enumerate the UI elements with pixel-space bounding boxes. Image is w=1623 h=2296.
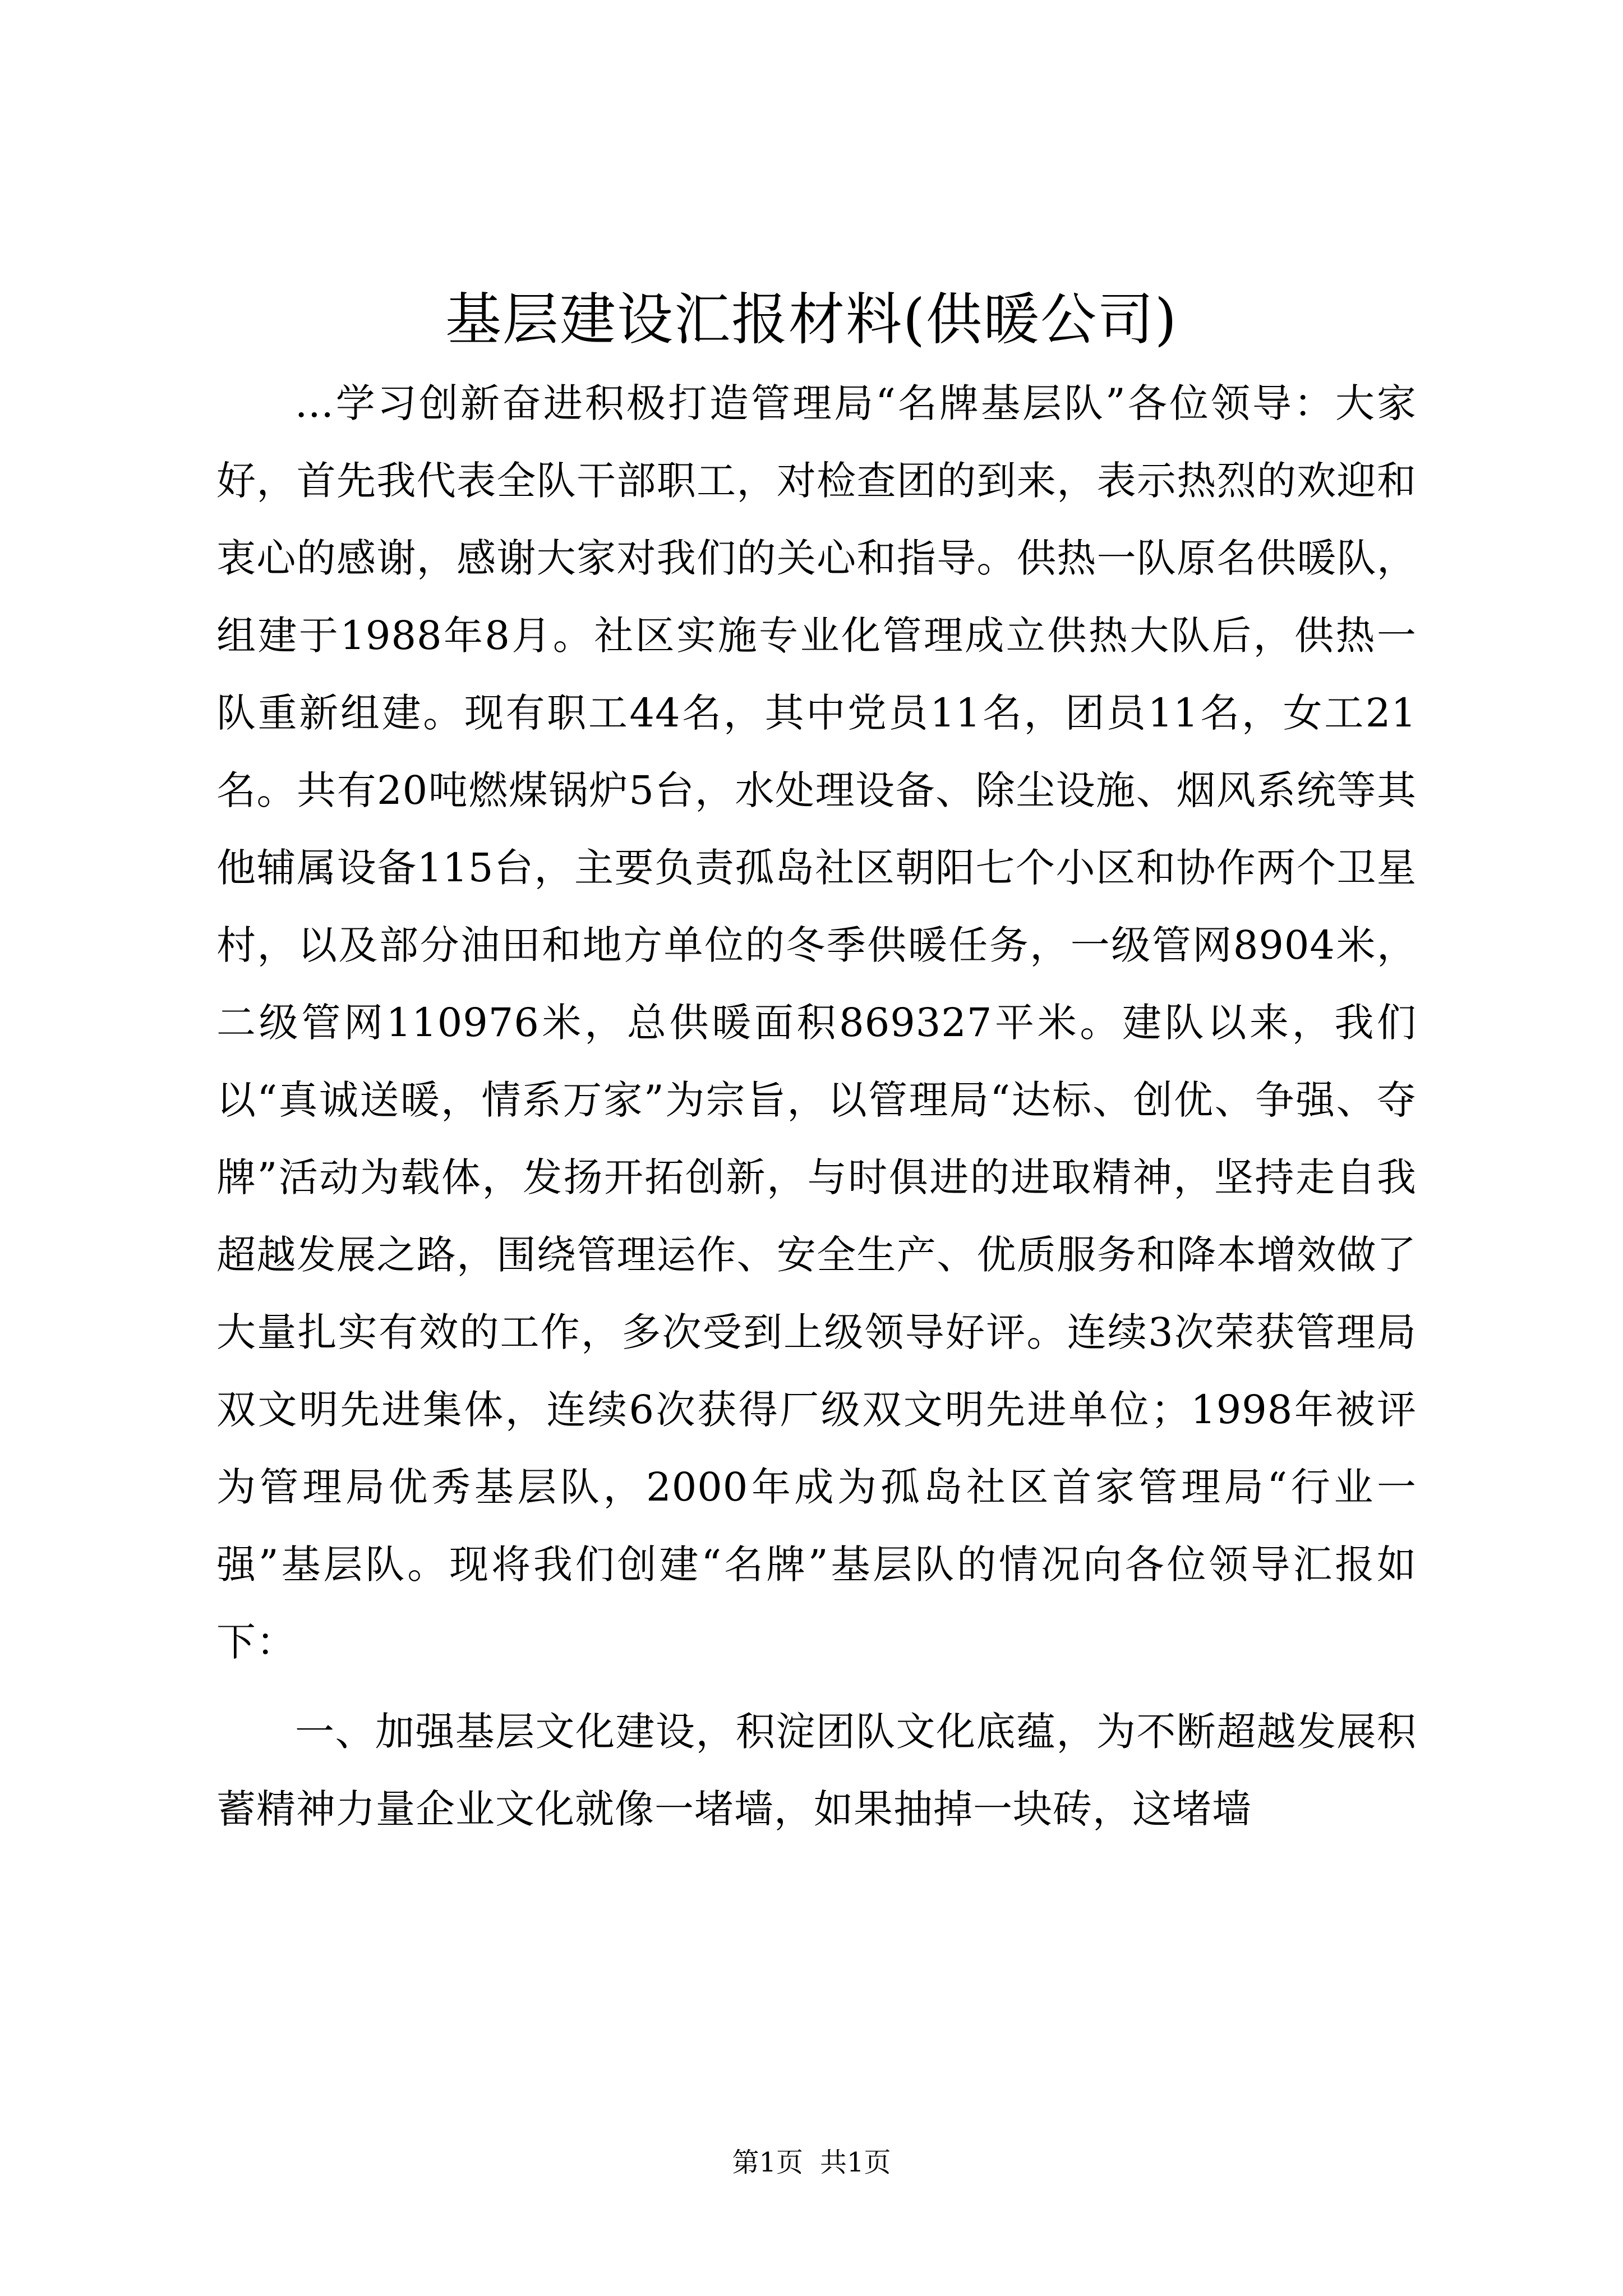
body-paragraph-intro: ...学习创新奋进积极打造管理局“名牌基层队”各位领导：大家好，首先我代表全队干部职工，对检查团的到来，表示热烈的欢迎和衷心的感谢，感谢大家对我们的关心和指导。供热一队原名供暖队，组建于1988年8月。社区实施专业化管理成立供热大队后，供热一队重新组建。现有职工44名，其中党员11名，团员11名，女工21名。共有20吨燃煤锅炉5台，水处理设备、除尘设施、烟风系统等其他辅属设备115台，主要负责孤岛社区朝阳七个小区和协作两个卫星村，以及部分油田和地方单位的冬季供暖任务，一级管网8904米，二级管网110976米，总供暖面积869327平米。建队以来，我们以“真诚送暖，情系万家”为宗旨，以管理局“达标、创优、争强、夺牌”活动为载体，发扬开拓创新，与时俱进的进取精神，坚持走自我超越发展之路，围绕管理运作、安全生产、优质服务和降本增效做了大量扎实有效的工作，多次受到上级领导好评。连续3次荣获管理局双文明先进集体，连续6次获得厂级双文明先进单位；1998年被评为管理局优秀基层队，2000年成为孤岛社区首家管理局“行业一强”基层队。现将我们创建“名牌”基层队的情况向各位领导汇报如下： bbox=[216, 380, 1417, 1665]
document-title: 基层建设汇报材料(供暖公司) bbox=[445, 287, 1178, 352]
page-number: 第1页 bbox=[732, 2147, 803, 2178]
document-body bbox=[216, 365, 1417, 1848]
page-total: 共1页 bbox=[820, 2147, 891, 2178]
body-paragraph-section-1: 一、加强基层文化建设，积淀团队文化底蕴，为不断超越发展积蓄精神力量企业文化就像一堵墙，如果抽掉一块砖，这堵墙 bbox=[216, 1709, 1417, 1832]
page-footer bbox=[0, 2146, 1623, 2179]
